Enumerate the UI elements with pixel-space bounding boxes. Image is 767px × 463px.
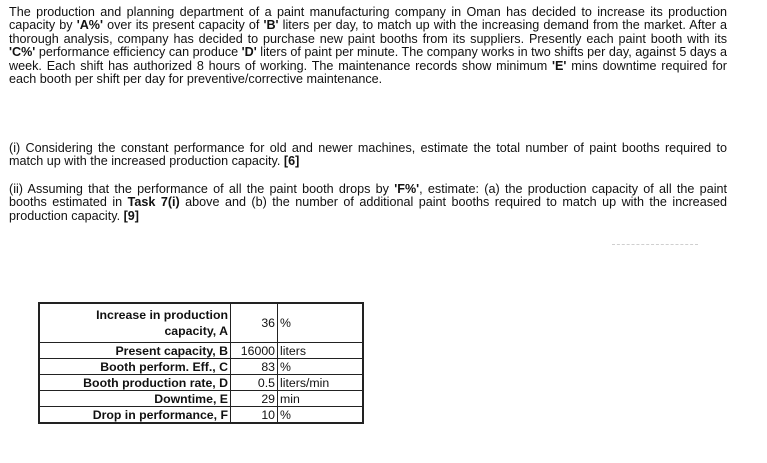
row-label: Downtime, E xyxy=(39,391,231,407)
table-row xyxy=(39,391,363,407)
text-run: above and (b) the number of additional paint booths required to match up with the increased production capacity. xyxy=(9,195,727,223)
faint-dashed-mark xyxy=(612,244,698,245)
marks-9: [9] xyxy=(123,208,139,223)
row-unit: % xyxy=(278,303,364,343)
variable-a: 'A%' xyxy=(76,18,104,33)
text-run: performance efficiency can produce xyxy=(35,45,242,60)
problem-statement-paragraph xyxy=(9,6,727,86)
row-label: Booth perform. Eff., C xyxy=(39,359,231,375)
row-value: 36 xyxy=(231,303,278,343)
row-value: 10 xyxy=(231,407,278,424)
task-1-paragraph xyxy=(9,142,727,169)
row-unit: % xyxy=(278,407,364,424)
variable-e: 'E' xyxy=(552,58,567,73)
table-row xyxy=(39,359,363,375)
row-value: 83 xyxy=(231,359,278,375)
text-run: liters per day, to match up with the increasing demand from the market. After a thorough analysis, company has decided to purchase new paint booths from its suppliers. Presently each paint booth with its xyxy=(9,18,728,46)
row-label: Present capacity, B xyxy=(39,343,231,359)
marks-6: [6] xyxy=(283,154,300,169)
task-reference: Task 7(i) xyxy=(127,195,180,210)
row-label: Increase in production capacity, A xyxy=(39,303,231,343)
row-value: 16000 xyxy=(231,343,278,359)
text-run: (ii) Assuming that the performance of all the paint booth drops by xyxy=(9,182,395,196)
table-row xyxy=(39,407,363,424)
row-value: 29 xyxy=(231,391,278,407)
text-run: (i) Considering the constant performance for old and newer machines, estimate the total number of paint booths required to match up with the increased production capacity. xyxy=(9,141,727,169)
variable-b: 'B' xyxy=(263,18,279,33)
variable-d: 'D' xyxy=(241,45,257,60)
variable-f: 'F%' xyxy=(394,182,420,196)
row-unit: min xyxy=(278,391,364,407)
row-value: 0.5 xyxy=(231,375,278,391)
text-run: mins downtime required for each booth per shift per day for preventive/corrective maintenance. xyxy=(9,58,728,87)
task-2-paragraph xyxy=(9,183,727,223)
text-run: over its present capacity of xyxy=(103,18,264,33)
table-row xyxy=(39,343,363,359)
row-unit: liters/min xyxy=(278,375,364,391)
text-run: liters of paint per minute. The company works in two shifts per day, against 5 days a week. Each shift has authorized 8 hours of working. The maintenance records show minimum xyxy=(9,45,727,73)
table-row xyxy=(39,303,363,343)
row-label: Booth production rate, D xyxy=(39,375,231,391)
row-unit: % xyxy=(278,359,364,375)
table-row xyxy=(39,375,363,391)
text-run: , estimate: (a) the production capacity of all the paint booths estimated in xyxy=(9,182,727,210)
text-run: The production and planning department of a paint manufacturing company in Oman has decided to increase its production capacity by xyxy=(9,5,727,33)
row-unit: liters xyxy=(278,343,364,359)
variable-c: 'C%' xyxy=(9,45,36,60)
row-label: Drop in performance, F xyxy=(39,407,231,424)
parameters-table xyxy=(38,302,364,424)
